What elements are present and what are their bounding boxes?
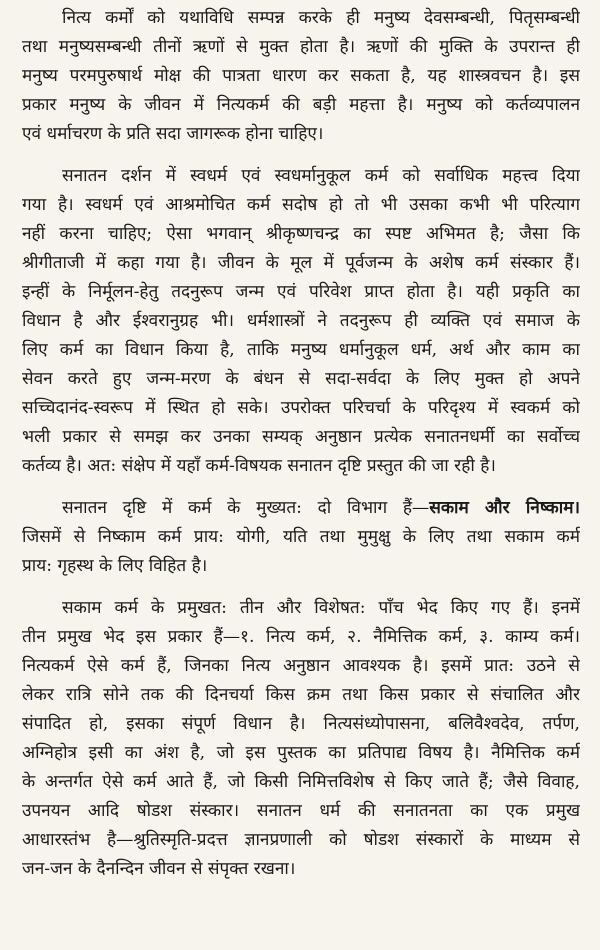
text-line: मनुष्य परमपुरुषार्थ मोक्ष की पात्रता धारण कर सकता है, यह शास्त्रवचन है। इस (22, 66, 580, 86)
text-line: विधान है और ईश्वरानुग्रह भी। धर्मशास्त्रों ने तदनुरूप ही व्यक्ति एवं समाज के (22, 311, 580, 331)
text-line: जिसमें से निष्काम कर्म प्राय: योगी, यति तथा मुमुक्षु के लिए तथा सकाम कर्म (22, 527, 580, 547)
bold-phrase: सकाम और निष्काम। (429, 498, 580, 518)
text-line: नित्य कर्मों को यथाविधि सम्पन्न करके ही मनुष्य देवसम्बन्धी, पितृसम्बन्धी (62, 8, 580, 28)
text-line: इन्हीं के निर्मूलन-हेतु तदनुरूप जन्म एवं परिवेश प्राप्त होता है। यही प्रकृति का (22, 282, 580, 302)
text-line: नहीं करना चाहिए; ऐसा भगवान् श्रीकृष्णचन्द्र का स्पष्ट अभिमत है; जैसा कि (22, 224, 580, 244)
text-line: प्रकार मनुष्य के जीवन में नित्यकर्म की बड़ी महत्ता है। मनुष्य को कर्तव्यपालन (22, 95, 580, 115)
text-line: लिए कर्म का विधान किया है, ताकि मनुष्य धर्मानुकूल धर्म, अर्थ और काम का (22, 340, 580, 360)
paragraph-nitya-karma (22, 4, 580, 149)
text-line: अग्निहोत्र इसी का अंश है, जो इस पुस्तक का प्रतिपाद्य विषय है। नैमित्तिक कर्म (22, 743, 580, 763)
text-line: सनातन दर्शन में स्वधर्म एवं स्वधर्मानुकूल कर्म को सर्वाधिक महत्त्व दिया (62, 166, 580, 186)
text-line: प्राय: गृहस्थ के लिए विहित है। (22, 556, 208, 576)
text-line: एवं धर्माचरण के प्रति सदा जागरूक होना चाहिए। (22, 124, 324, 144)
text-line: भली प्रकार से समझ कर उनका सम्यक् अनुष्ठान प्रत्येक सनातनधर्मी का सर्वोच्च (22, 427, 580, 447)
text-line: के अन्तर्गत ऐसे कर्म आते हैं, जो किसी निमित्तविशेष से किए जाते हैं; जैसे विवाह, (22, 772, 580, 792)
text-segment: सनातन दृष्टि में कर्म के मुख्यत: दो विभाग हैं— (62, 498, 430, 518)
text-line: तीन प्रमुख भेद इस प्रकार हैं—१. नित्य कर्म, २. नैमित्तिक कर्म, ३. काम्य कर्म। (22, 627, 580, 647)
text-line: गया है। स्वधर्म एवं आश्रमोचित कर्म सदोष हो तो भी उसका कभी भी परित्याग (22, 195, 580, 215)
text-line: सेवन करते हुए जन्म-मरण के बंधन से सदा-सर्वदा के लिए मुक्त हो अपने (22, 369, 580, 389)
text-line: सकाम कर्म के प्रमुखत: तीन और विशेषत: पाँच भेद किए गए हैं। इनमें (62, 598, 580, 618)
text-line: कर्तव्य है। अत: संक्षेप में यहाँ कर्म-विषयक सनातन दृष्टि प्रस्तुत की जा रही है। (22, 456, 496, 476)
paragraph-sakam-karma (22, 594, 580, 884)
text-line: उपनयन आदि षोडश संस्कार। सनातन धर्म की सनातनता का एक प्रमुख (22, 801, 580, 821)
paragraph-sanatan-darshan (22, 162, 580, 481)
text-line: नित्यकर्म ऐसे कर्म हैं, जिनका नित्य अनुष्ठान आवश्यक है। इसमें प्रात: उठने से (22, 656, 580, 676)
text-line: संपादित हो, इसका संपूर्ण विधान है। नित्यसंध्योपासना, बलिवैश्वदेव, तर्पण, (22, 714, 580, 734)
text-line: जन-जन के दैनन्दिन जीवन से संपृक्त रखना। (22, 859, 296, 879)
text-line: तथा मनुष्यसम्बन्धी तीनों ऋणों से मुक्त होता है। ऋणों की मुक्ति के उपरान्त ही (22, 37, 580, 57)
text-line: आधारस्तंभ है—श्रुतिस्मृति-प्रदत्त ज्ञानप्रणाली को षोडश संस्कारों के माध्यम से (22, 830, 580, 850)
text-line (22, 494, 580, 523)
text-line: श्रीगीताजी में कहा गया है। जीवन के मूल में पूर्वजन्म के अशेष कर्म संस्कार हैं। (22, 253, 580, 273)
paragraph-karma-vibhag (22, 494, 580, 581)
text-line: सच्चिदानंद-स्वरूप में स्थित हो सके। उपरोक्त परिचर्चा के परिदृश्य में स्वकर्म को (22, 398, 580, 418)
text-line: लेकर रात्रि सोने तक की दिनचर्या किस क्रम तथा किस प्रकार से संचालित और (22, 685, 580, 705)
